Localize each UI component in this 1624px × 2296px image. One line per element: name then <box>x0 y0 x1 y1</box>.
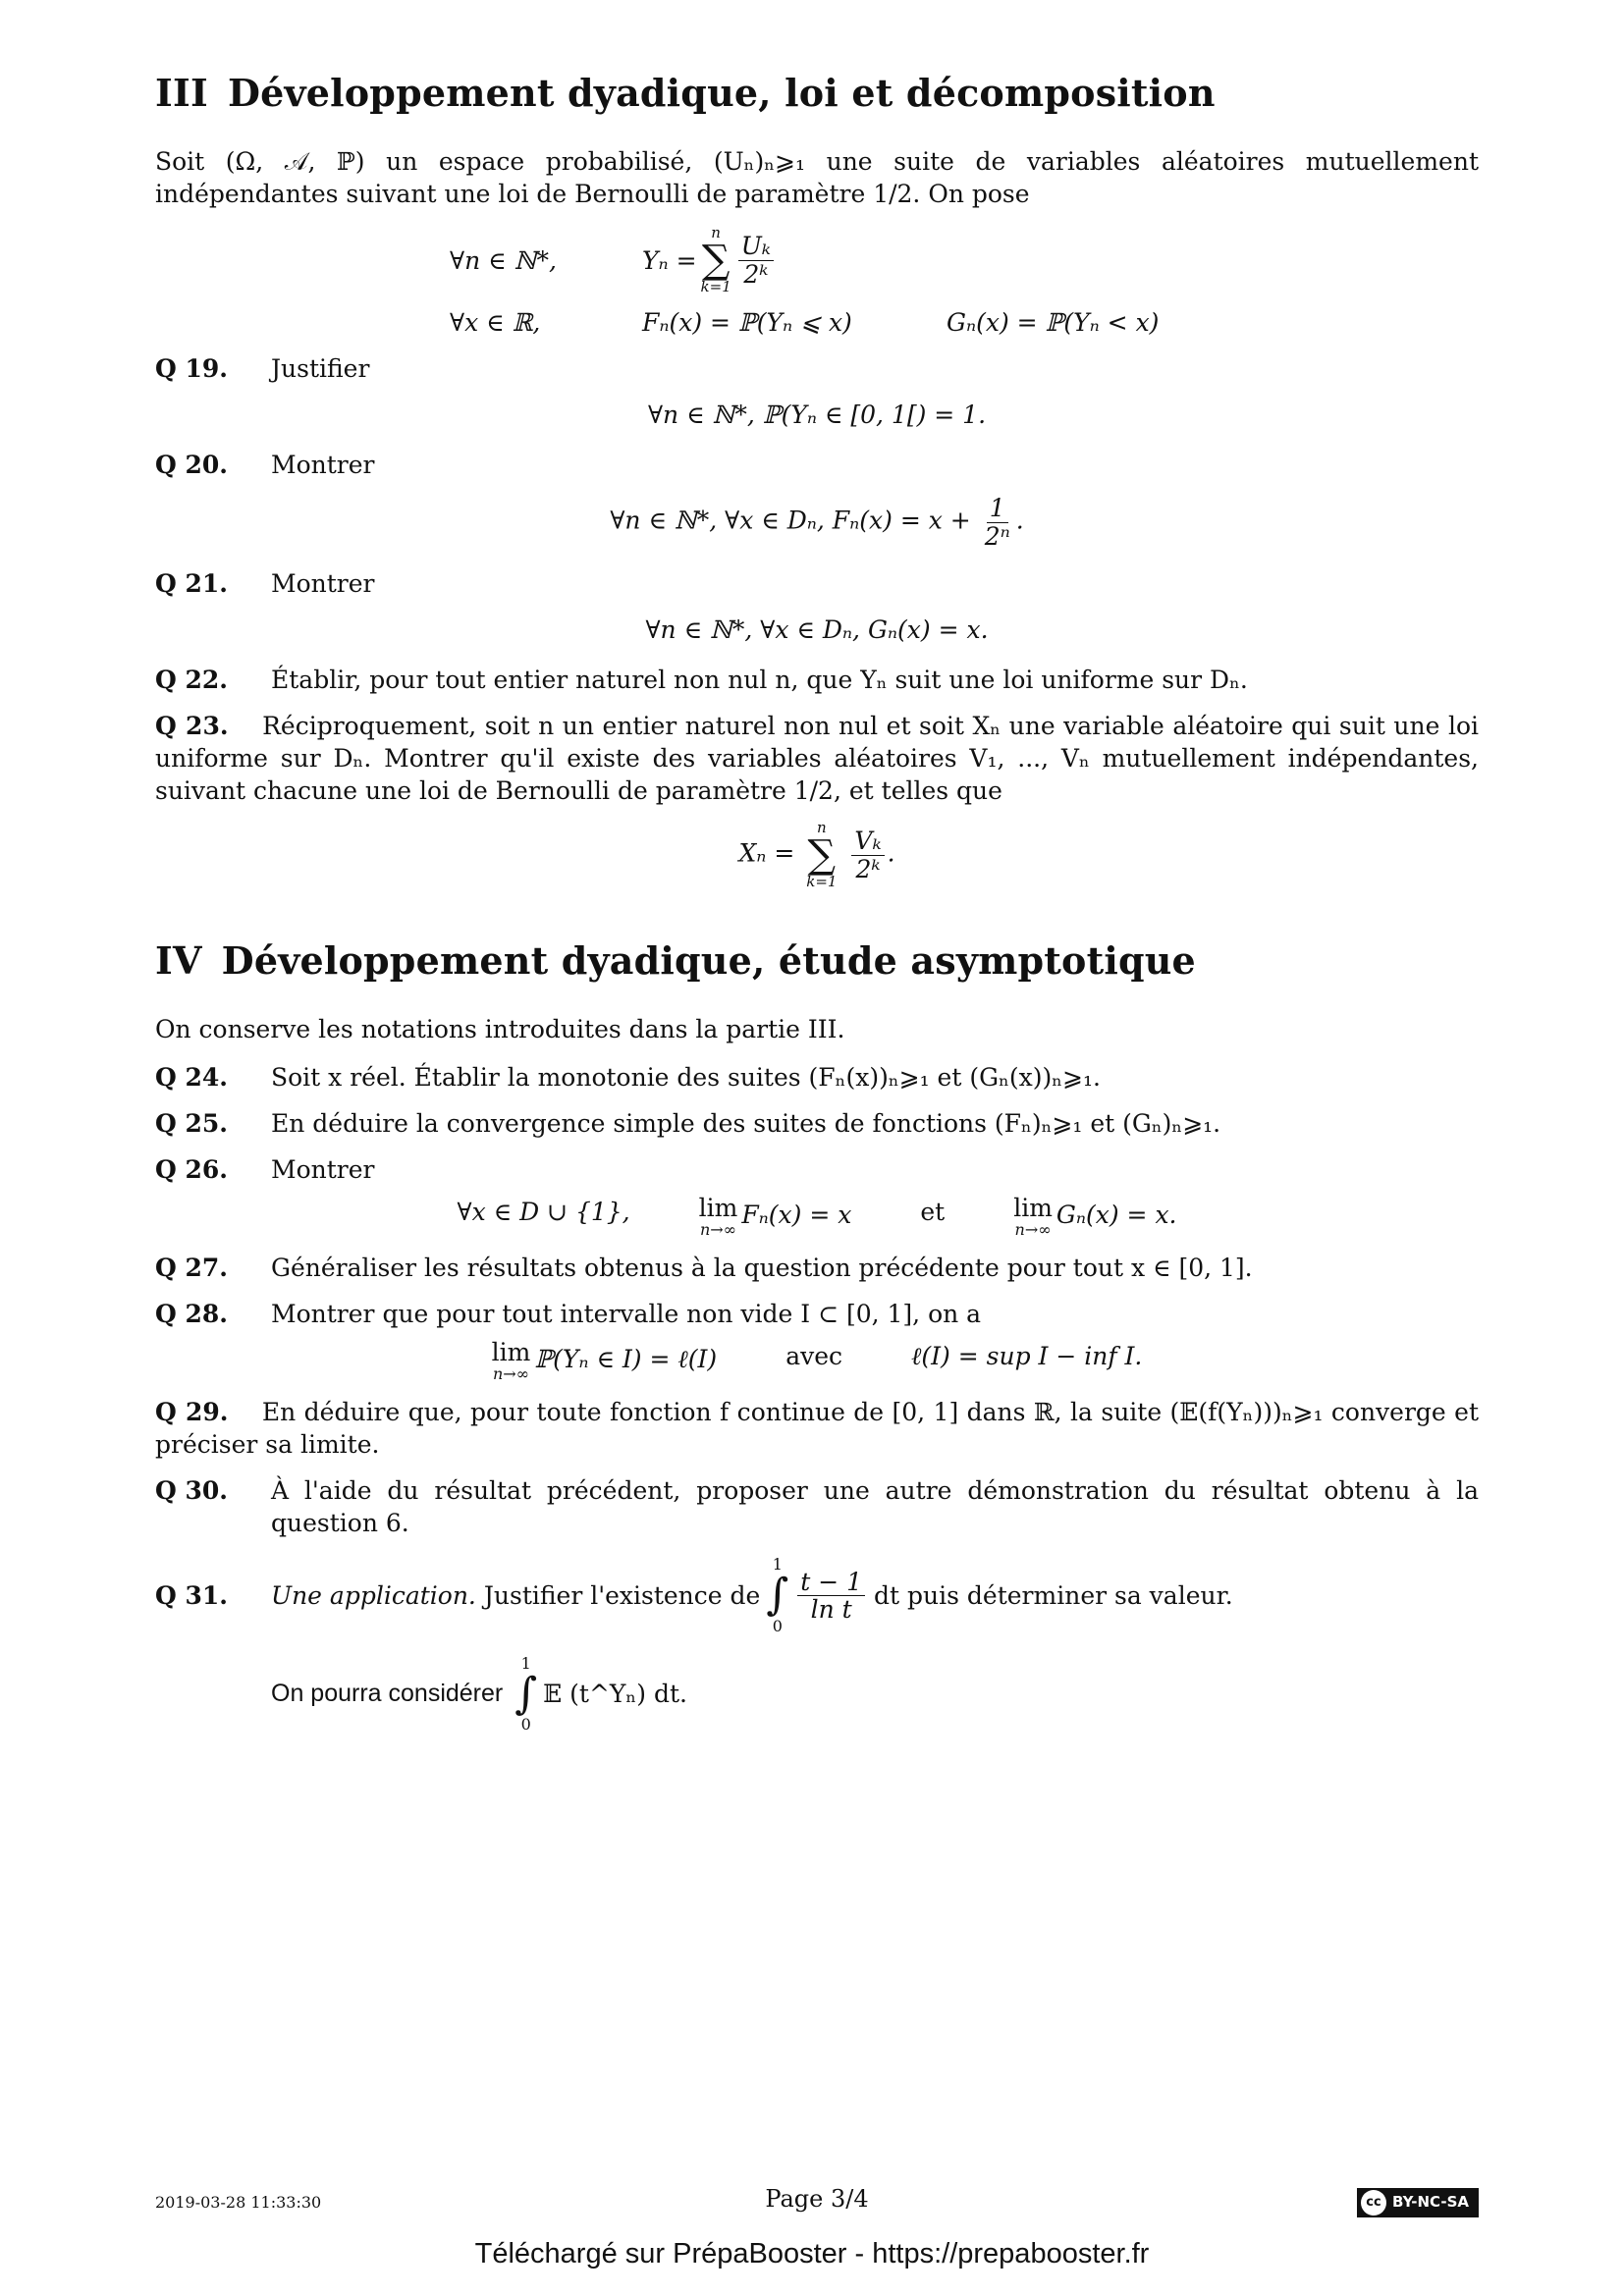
equation: ∀n ∈ ℕ*, ℙ(Yₙ ∈ [0, 1[) = 1. <box>647 400 987 430</box>
question-text: Montrer <box>271 1155 375 1185</box>
f-definition: Fₙ(x) = ℙ(Yₙ ⩽ x) <box>642 308 852 338</box>
question-22 <box>155 664 1479 696</box>
question-number: Q 25. <box>155 1109 228 1139</box>
license-badge[interactable] <box>1357 2188 1479 2217</box>
question-text: Montrer <box>271 569 375 599</box>
limit-operator: lim n→∞ <box>698 1194 738 1239</box>
section-heading: Développement dyadique, loi et décomposition <box>227 71 1216 115</box>
question-number: Q 24. <box>155 1063 228 1093</box>
question-number: Q 23. <box>155 712 229 741</box>
question-italic-lead: Une application. <box>271 1581 476 1610</box>
question-26 <box>155 1153 1479 1186</box>
definition-row-fg <box>450 306 1479 339</box>
footer-date: 2019-03-28 11:33:30 <box>155 2193 322 2212</box>
definition-row-y <box>450 226 1479 294</box>
equation: ∀n ∈ ℕ*, ∀x ∈ Dₙ, Gₙ(x) = x. <box>645 615 989 645</box>
equation: lim n→∞ ℙ(Yₙ ∈ I) = ℓ(I) avec ℓ(I) = sup I − inf I. <box>491 1338 1143 1383</box>
quantifier: ∀n ∈ ℕ*, <box>450 245 557 275</box>
definitions <box>450 226 1479 339</box>
question-text: Soit x réel. Établir la monotonie des suites (Fₙ(x))ₙ⩾₁ et (Gₙ(x))ₙ⩾₁. <box>271 1063 1101 1093</box>
question-31 <box>155 1557 1479 1633</box>
download-source-link[interactable]: Téléchargé sur PrépaBooster - https://prepabooster.fr <box>474 2238 1150 2269</box>
page-footer <box>155 2184 1479 2223</box>
question-text: Réciproquement, soit n un entier naturel non nul et soit Xₙ une variable aléatoire qui suit une loi uniforme sur Dₙ. Montrer qu'il existe des variables aléatoires V₁, ..., Vₙ mutuellement indépendantes, suivant chacune une loi de Bernoulli de paramètre 1/2, et telles que <box>155 712 1479 806</box>
question-27 <box>155 1252 1479 1284</box>
question-text: Montrer que pour tout intervalle non vide I ⊂ [0, 1], on a <box>271 1300 982 1329</box>
section-3-title <box>155 69 1479 118</box>
hint <box>271 1653 1479 1734</box>
integral-operator: 1 ∫ 0 <box>766 1555 789 1635</box>
question-30 <box>155 1474 1479 1539</box>
question-19 <box>155 352 1479 385</box>
section-4-title <box>155 936 1479 986</box>
question-20 <box>155 449 1479 481</box>
question-number: Q 28. <box>155 1300 228 1329</box>
limit-operator: lim n→∞ <box>1013 1194 1053 1239</box>
question-text: Justifier <box>271 354 370 384</box>
question-text: En déduire que, pour toute fonction f continue de [0, 1] dans ℝ, la suite (𝔼(f(Yₙ)))ₙ⩾₁ converge et préciser sa limite. <box>155 1398 1479 1460</box>
section-number: IV <box>155 938 202 984</box>
question-number: Q 20. <box>155 451 228 480</box>
quantifier: ∀x ∈ ℝ, <box>450 308 541 338</box>
question-text: Justifier l'existence de <box>483 1581 761 1610</box>
fraction: $\frac{t - 1}{\text{ln t}}$ <box>797 1569 865 1624</box>
question-number: Q 22. <box>155 666 228 695</box>
question-28 <box>155 1298 1479 1330</box>
equation: Xₙ = n ∑ k=1 $\frac{\text{Vₖ}}{\text{2ᵏ}}$ . <box>738 819 895 891</box>
question-number: Q 19. <box>155 354 228 384</box>
question-number: Q 27. <box>155 1254 228 1283</box>
fraction: $\frac{\text{Vₖ}}{\text{2ᵏ}}$ <box>851 828 884 882</box>
hint-text: On pourra considérer <box>271 1680 504 1708</box>
limit-operator: lim n→∞ <box>491 1338 531 1383</box>
page-content <box>155 69 1479 1733</box>
section-4-intro: On conserve les notations introduites dans la partie III. <box>155 1015 845 1044</box>
creative-commons-icon: cc <box>1361 2190 1386 2216</box>
fraction: $\frac{\text{Uₖ}}{\text{2ᵏ}}$ <box>738 233 774 288</box>
question-number: Q 29. <box>155 1398 229 1427</box>
equation: ∀n ∈ ℕ*, ∀x ∈ Dₙ, Fₙ(x) = x + $\frac{1}{\text{2ⁿ}}$ . <box>610 494 1024 551</box>
question-number: Q 31. <box>155 1581 228 1610</box>
question-number: Q 30. <box>155 1476 228 1506</box>
question-number: Q 21. <box>155 569 228 599</box>
integral-operator: 1 ∫ 0 <box>514 1653 538 1734</box>
question-text: Généraliser les résultats obtenus à la question précédente pour tout x ∈ [0, 1]. <box>271 1254 1253 1283</box>
question-text: En déduire la convergence simple des suites de fonctions (Fₙ)ₙ⩾₁ et (Gₙ)ₙ⩾₁. <box>271 1109 1221 1139</box>
y-lhs: Yₙ = <box>642 245 697 275</box>
question-25 <box>155 1107 1479 1140</box>
section-heading: Développement dyadique, étude asymptotique <box>221 938 1196 984</box>
question-number: Q 26. <box>155 1155 228 1185</box>
question-29 <box>155 1396 1479 1461</box>
page-number: Page 3/4 <box>765 2185 869 2213</box>
question-text: Montrer <box>271 451 375 480</box>
question-23 <box>155 710 1479 807</box>
sum-operator: n ∑ k=1 <box>806 819 838 891</box>
license-text: BY-NC-SA <box>1391 2193 1469 2212</box>
g-definition: Gₙ(x) = ℙ(Yₙ < x) <box>947 308 1160 338</box>
sum-operator: n ∑ k=1 <box>700 224 731 296</box>
question-text-end: dt puis déterminer sa valeur. <box>874 1581 1233 1610</box>
question-text: Établir, pour tout entier naturel non nul n, que Yₙ suit une loi uniforme sur Dₙ. <box>271 666 1248 695</box>
hint-expression: 𝔼 (t^Yₙ) dt. <box>543 1680 687 1709</box>
equation: ∀x ∈ D ∪ {1}, lim n→∞ Fₙ(x) = x et lim n→∞ Gₙ(x) = x. <box>457 1194 1177 1239</box>
section-number: III <box>155 71 208 115</box>
question-24 <box>155 1061 1479 1094</box>
fraction: $\frac{1}{\text{2ⁿ}}$ <box>984 494 1010 551</box>
section-3-intro: Soit (Ω, 𝒜, ℙ) un espace probabilisé, (Uₙ)ₙ⩾₁ une suite de variables aléatoires mutuellement indépendantes suivant une loi de Bernoulli de paramètre 1/2. On pose <box>155 147 1479 209</box>
question-21 <box>155 567 1479 600</box>
question-text: À l'aide du résultat précédent, proposer une autre démonstration du résultat obtenu à la question 6. <box>271 1476 1479 1538</box>
